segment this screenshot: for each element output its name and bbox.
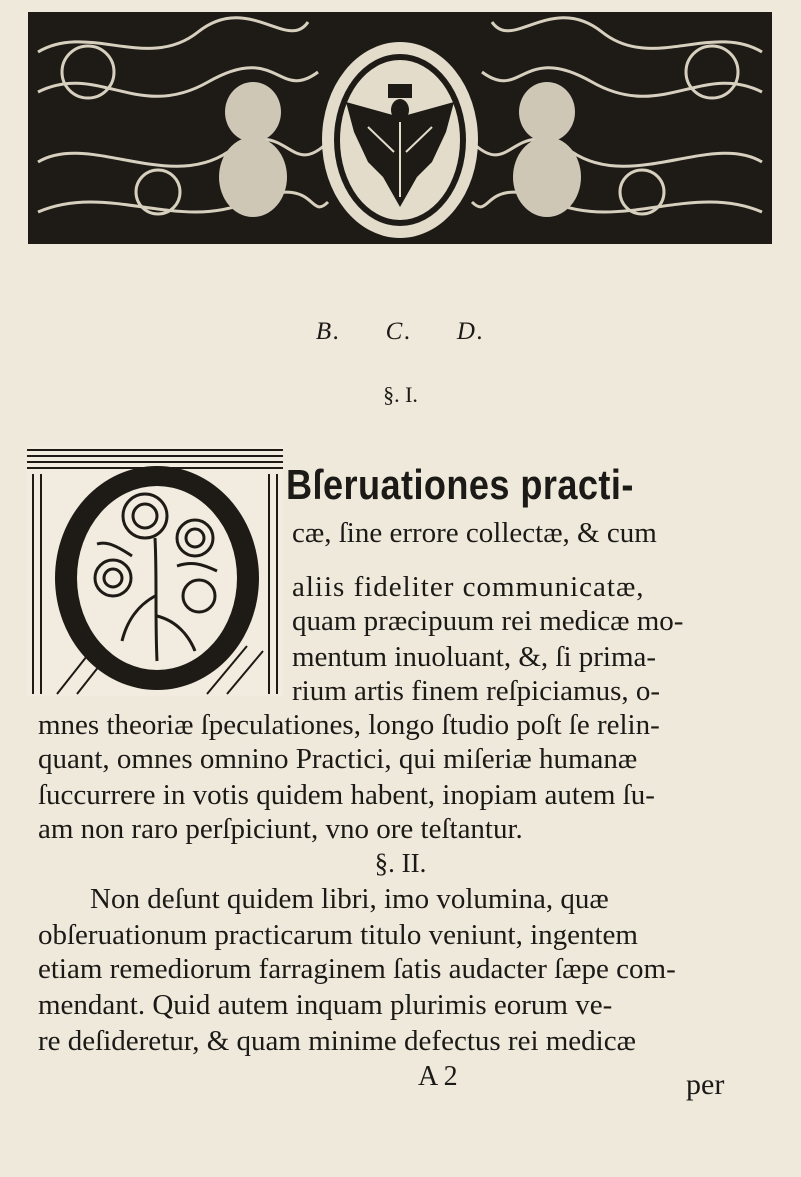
text-line: am non raro perſpiciunt, vno ore teſtantur. [38, 813, 523, 845]
signature-letter: D. [456, 318, 486, 345]
opening-line: Bſeruationes practi- [286, 461, 634, 508]
text-line: Non deſunt quidem libri, imo volumina, quæ [90, 883, 609, 915]
section-mark-2: §. II. [374, 848, 427, 878]
text-line: cæ, ſine errore collectæ, & cum [292, 517, 657, 549]
text-line: obſeruationum practicarum titulo veniunt, ingentem [38, 919, 638, 951]
text-line: etiam remediorum farraginem ſatis audacter ſæpe com- [38, 953, 676, 985]
eagle-headpiece-icon [28, 12, 772, 244]
text-line: re deſideretur, & quam minime defectus rei medicæ [38, 1025, 636, 1057]
text-line: quant, omnes omnino Practici, qui miſeriæ humanæ [38, 743, 638, 775]
signature-letter: B. [315, 318, 342, 345]
catchword: per [686, 1068, 725, 1101]
text-line: quam præcipuum rei medicæ mo- [292, 605, 684, 637]
signature-mark: A 2 [418, 1061, 458, 1092]
text-line: mendant. Quid autem inquam plurimis eorum ve- [38, 989, 613, 1021]
text-line: mnes theoriæ ſpeculationes, longo ſtudio poſt ſe relin- [38, 709, 660, 741]
text-line: mentum inuoluant, &, ſi prima- [292, 641, 657, 673]
signature-letter: C. [385, 318, 413, 345]
section-mark-1: §. I. [383, 382, 418, 407]
text-line: rium artis finem reſpiciamus, o- [292, 675, 661, 707]
signature-letters [0, 318, 801, 346]
floral-initial-icon [27, 446, 283, 696]
text-line: aliis fideliter communicatæ, [292, 571, 645, 603]
text-line: ſuccurrere in votis quidem habent, inopiam autem ſu- [38, 779, 655, 811]
